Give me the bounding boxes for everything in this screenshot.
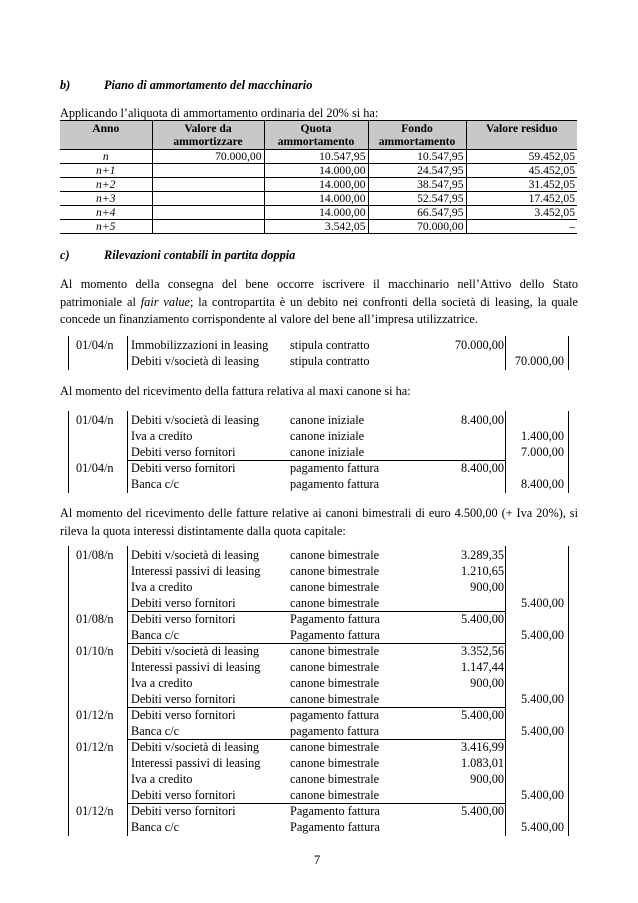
table-cell: n+4 xyxy=(96,206,116,219)
entry-separator xyxy=(127,739,505,740)
debit-amount: 900,00 xyxy=(470,772,504,786)
debit-amount: 5.400,00 xyxy=(460,804,504,818)
table-cell: n+5 xyxy=(96,220,116,233)
entry-description: pagamento fattura xyxy=(290,724,380,738)
journal-column-rule xyxy=(127,411,128,493)
entry-description: canone bimestrale xyxy=(290,740,380,754)
journal-row xyxy=(68,337,568,353)
credit-amount: 70.000,00 xyxy=(514,354,564,368)
journal-row xyxy=(68,755,568,771)
account-name: Banca c/c xyxy=(131,477,180,491)
journal-row xyxy=(68,659,568,675)
entry-date: 01/04/n xyxy=(76,461,114,475)
journal-row xyxy=(68,412,568,428)
entry-separator xyxy=(127,643,505,644)
table-cell: – xyxy=(466,220,577,234)
credit-amount: 5.400,00 xyxy=(520,820,564,834)
credit-amount: 5.400,00 xyxy=(520,788,564,802)
table-header: Anno xyxy=(60,121,152,150)
table-cell: n+2 xyxy=(96,178,116,191)
account-name: Debiti verso fornitori xyxy=(131,788,236,802)
credit-amount: 5.400,00 xyxy=(520,628,564,642)
entry-separator xyxy=(127,460,505,461)
table-row xyxy=(60,220,577,234)
account-name: Debiti v/società di leasing xyxy=(131,413,260,427)
credit-amount: 5.400,00 xyxy=(520,596,564,610)
credit-amount: 5.400,00 xyxy=(520,692,564,706)
entry-description: canone iniziale xyxy=(290,413,365,427)
entry-date: 01/12/n xyxy=(76,804,114,818)
debit-amount: 3.352,56 xyxy=(460,644,504,658)
journal-column-rule xyxy=(568,546,569,836)
entry-description: canone iniziale xyxy=(290,429,365,443)
journal-entry-maxi-canone xyxy=(68,411,568,493)
account-name: Immobilizzazioni in leasing xyxy=(131,338,269,352)
table-cell: 66.547,95 xyxy=(368,206,466,220)
entry-description: canone bimestrale xyxy=(290,772,380,786)
table-cell: 3.452,05 xyxy=(466,206,577,220)
entry-description: canone bimestrale xyxy=(290,788,380,802)
table-cell xyxy=(152,206,264,220)
entry-separator xyxy=(127,611,505,612)
table-cell xyxy=(152,178,264,192)
table-cell: 52.547,95 xyxy=(368,192,466,206)
table-row xyxy=(60,178,577,192)
table-cell: n xyxy=(102,150,109,163)
account-name: Debiti verso fornitori xyxy=(131,461,236,475)
entry-description: canone bimestrale xyxy=(290,644,380,658)
entry-date: 01/12/n xyxy=(76,708,114,722)
credit-amount: 7.000,00 xyxy=(520,445,564,459)
journal-column-rule xyxy=(68,336,69,370)
entry-description: Pagamento fattura xyxy=(290,628,380,642)
debit-amount: 3.416,99 xyxy=(460,740,504,754)
journal-row xyxy=(68,595,568,611)
debit-amount: 1.147,44 xyxy=(460,660,504,674)
entry-date: 01/04/n xyxy=(76,338,114,352)
account-name: Banca c/c xyxy=(131,724,180,738)
journal-row xyxy=(68,739,568,755)
journal-row xyxy=(68,819,568,835)
table-row xyxy=(60,192,577,206)
intro-b: Applicando l’aliquota di ammortamento ordinaria del 20% si ha: xyxy=(60,106,379,120)
entry-description: Pagamento fattura xyxy=(290,820,380,834)
journal-row xyxy=(68,611,568,627)
table-cell: n+3 xyxy=(96,192,116,205)
table-cell: 14.000,00 xyxy=(264,178,368,192)
journal-row xyxy=(68,803,568,819)
account-name: Interessi passivi di leasing xyxy=(131,756,261,770)
table-cell: 24.547,95 xyxy=(368,164,466,178)
debit-amount: 8.400,00 xyxy=(460,413,504,427)
credit-amount: 5.400,00 xyxy=(520,724,564,738)
account-name: Debiti v/società di leasing xyxy=(131,354,260,368)
debit-amount: 1.210,65 xyxy=(460,564,504,578)
table-cell: 17.452,05 xyxy=(466,192,577,206)
entry-description: canone bimestrale xyxy=(290,548,380,562)
entry-date: 01/08/n xyxy=(76,548,114,562)
table-row xyxy=(60,206,577,220)
section-c-letter: c) xyxy=(60,248,70,262)
credit-amount: 1.400,00 xyxy=(520,429,564,443)
entry-description: Pagamento fattura xyxy=(290,612,380,626)
journal-column-rule xyxy=(68,411,69,493)
journal-column-rule xyxy=(568,336,569,370)
account-name: Debiti v/società di leasing xyxy=(131,740,260,754)
table-cell: 59.452,05 xyxy=(466,150,577,164)
debit-amount: 70.000,00 xyxy=(454,338,504,352)
account-name: Iva a credito xyxy=(131,429,193,443)
journal-row xyxy=(68,428,568,444)
table-cell xyxy=(152,220,264,234)
section-b-title: Piano di ammortamento del macchinario xyxy=(104,78,313,92)
journal-row xyxy=(68,675,568,691)
table-cell: 38.547,95 xyxy=(368,178,466,192)
entry-description: canone iniziale xyxy=(290,445,365,459)
entry-description: canone bimestrale xyxy=(290,596,380,610)
journal-row xyxy=(68,627,568,643)
table-cell: 70.000,00 xyxy=(368,220,466,234)
paragraph-c2: Al momento del ricevimento della fattura relativa al maxi canone si ha: xyxy=(60,384,411,398)
table-cell: 14.000,00 xyxy=(264,164,368,178)
journal-column-rule xyxy=(505,546,506,836)
journal-column-rule xyxy=(505,411,506,493)
entry-description: stipula contratto xyxy=(290,338,370,352)
debit-amount: 900,00 xyxy=(470,580,504,594)
entry-description: pagamento fattura xyxy=(290,477,380,491)
journal-entry-canoni-bimestrali xyxy=(68,546,568,836)
journal-entry-consegna xyxy=(68,336,568,370)
table-cell: 14.000,00 xyxy=(264,206,368,220)
table-row xyxy=(60,164,577,178)
entry-date: 01/10/n xyxy=(76,644,114,658)
paragraph-c1: Al momento della consegna del bene occorre iscrivere il macchinario nell’Attivo dello Stato patrimoniale al fair value; la contropartita è un debito nei confronti della società di leasing, la quale concede un finanziamento corrispondente al valore del bene all’impresa utilizzatrice. xyxy=(60,277,578,327)
debit-amount: 5.400,00 xyxy=(460,612,504,626)
entry-description: canone bimestrale xyxy=(290,580,380,594)
journal-row xyxy=(68,707,568,723)
journal-row xyxy=(68,547,568,563)
entry-description: canone bimestrale xyxy=(290,692,380,706)
fair-value-term: fair value xyxy=(140,294,191,309)
entry-date: 01/04/n xyxy=(76,413,114,427)
journal-row xyxy=(68,476,568,492)
account-name: Debiti verso fornitori xyxy=(131,596,236,610)
table-header: Fondo ammortamento xyxy=(368,121,466,150)
table-cell: 10.547,95 xyxy=(368,150,466,164)
debit-amount: 900,00 xyxy=(470,676,504,690)
debit-amount: 5.400,00 xyxy=(460,708,504,722)
entry-date: 01/12/n xyxy=(76,740,114,754)
entry-description: pagamento fattura xyxy=(290,461,380,475)
table-cell: 45.452,05 xyxy=(466,164,577,178)
entry-description: canone bimestrale xyxy=(290,676,380,690)
account-name: Debiti verso fornitori xyxy=(131,708,236,722)
entry-description: pagamento fattura xyxy=(290,708,380,722)
journal-row xyxy=(68,444,568,460)
journal-row xyxy=(68,460,568,476)
table-row xyxy=(60,150,577,164)
entry-separator xyxy=(127,803,505,804)
table-cell: 14.000,00 xyxy=(264,192,368,206)
table-header: Valore residuo xyxy=(466,121,577,150)
journal-row xyxy=(68,579,568,595)
journal-row xyxy=(68,353,568,369)
account-name: Iva a credito xyxy=(131,580,193,594)
journal-column-rule xyxy=(568,411,569,493)
journal-column-rule xyxy=(505,336,506,370)
account-name: Debiti verso fornitori xyxy=(131,445,236,459)
table-header: Quota ammortamento xyxy=(264,121,368,150)
account-name: Debiti verso fornitori xyxy=(131,692,236,706)
account-name: Iva a credito xyxy=(131,676,193,690)
table-cell: 70.000,00 xyxy=(152,150,264,164)
table-cell: 3.542,05 xyxy=(264,220,368,234)
account-name: Interessi passivi di leasing xyxy=(131,564,261,578)
account-name: Banca c/c xyxy=(131,820,180,834)
entry-description: canone bimestrale xyxy=(290,660,380,674)
journal-row xyxy=(68,723,568,739)
account-name: Iva a credito xyxy=(131,772,193,786)
journal-row xyxy=(68,771,568,787)
entry-description: canone bimestrale xyxy=(290,564,380,578)
journal-row xyxy=(68,643,568,659)
entry-separator xyxy=(127,707,505,708)
debit-amount: 3.289,35 xyxy=(460,548,504,562)
debit-amount: 8.400,00 xyxy=(460,461,504,475)
credit-amount: 8.400,00 xyxy=(520,477,564,491)
entry-description: Pagamento fattura xyxy=(290,804,380,818)
account-name: Debiti v/società di leasing xyxy=(131,548,260,562)
account-name: Debiti verso fornitori xyxy=(131,612,236,626)
journal-row xyxy=(68,691,568,707)
paragraph-c3: Al momento del ricevimento delle fatture relative ai canoni bimestrali di euro 4.500,00 (+ Iva 20%), si rileva la quota interessi distintamente dalla quota capitale: xyxy=(60,506,578,538)
table-cell: n+1 xyxy=(96,164,116,177)
section-b-letter: b) xyxy=(60,78,71,92)
table-cell xyxy=(152,192,264,206)
entry-description: canone bimestrale xyxy=(290,756,380,770)
amortization-table xyxy=(60,120,577,234)
account-name: Banca c/c xyxy=(131,628,180,642)
account-name: Interessi passivi di leasing xyxy=(131,660,261,674)
journal-column-rule xyxy=(68,546,69,836)
journal-row xyxy=(68,563,568,579)
table-cell: 10.547,95 xyxy=(264,150,368,164)
section-c-title: Rilevazioni contabili in partita doppia xyxy=(104,248,296,262)
journal-column-rule xyxy=(127,546,128,836)
page-number: 7 xyxy=(314,853,321,867)
account-name: Debiti verso fornitori xyxy=(131,804,236,818)
table-cell: 31.452,05 xyxy=(466,178,577,192)
debit-amount: 1.083,01 xyxy=(460,756,504,770)
journal-column-rule xyxy=(127,336,128,370)
entry-date: 01/08/n xyxy=(76,612,114,626)
table-header: Valore da ammortizzare xyxy=(152,121,264,150)
entry-description: stipula contratto xyxy=(290,354,370,368)
account-name: Debiti v/società di leasing xyxy=(131,644,260,658)
table-cell xyxy=(152,164,264,178)
journal-row xyxy=(68,787,568,803)
